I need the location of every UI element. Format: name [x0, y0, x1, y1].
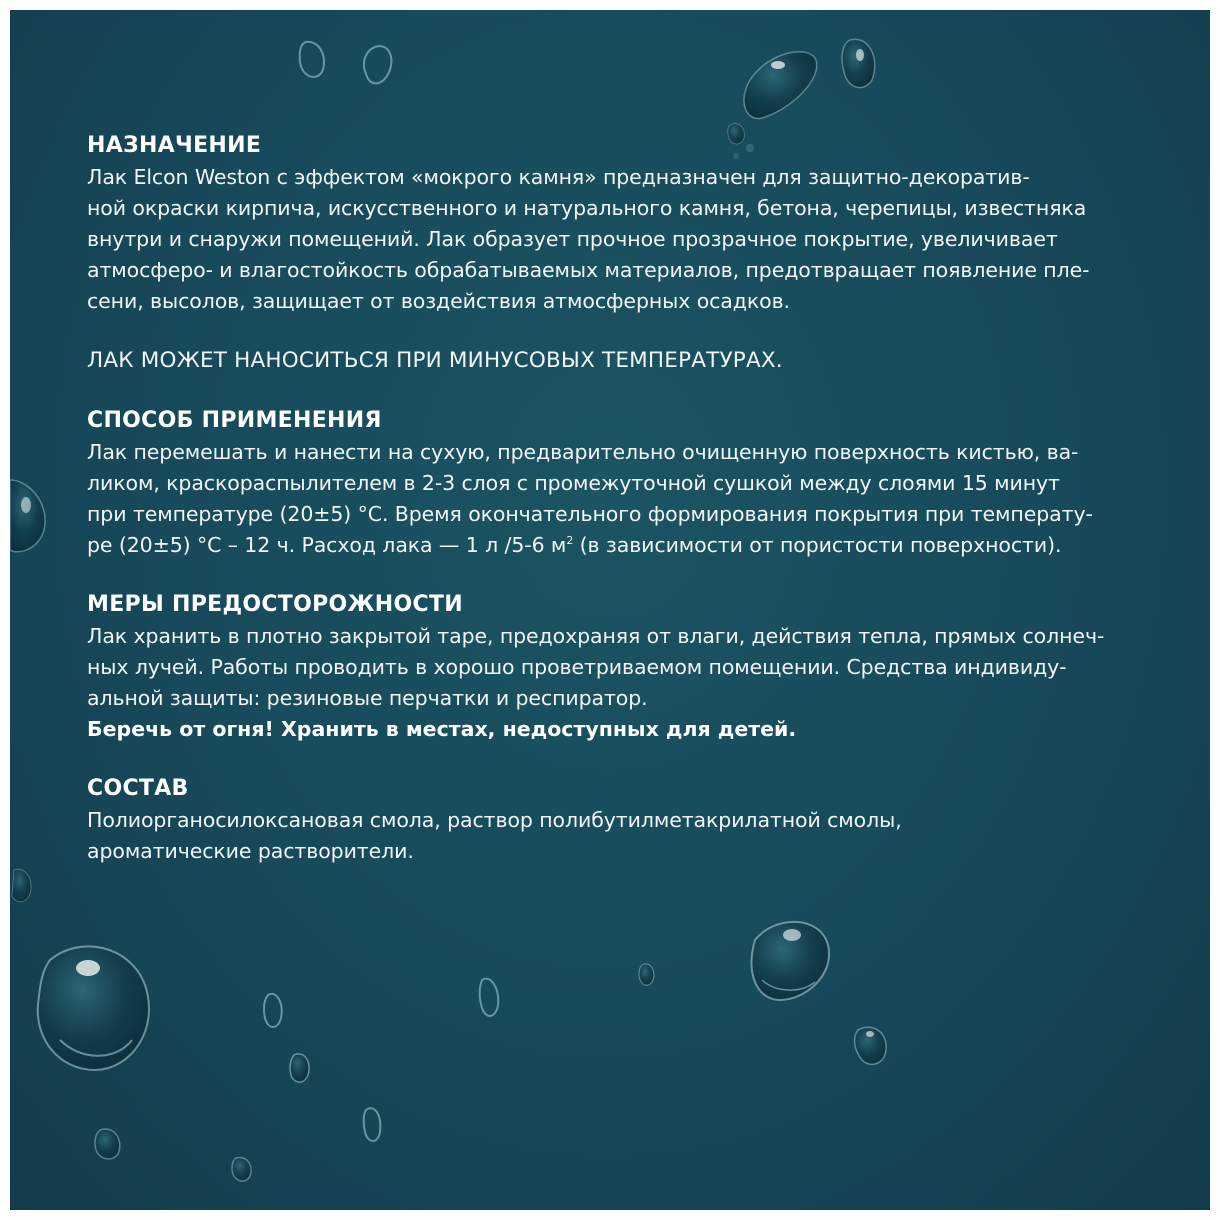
paragraph-line: Лак Elcon Weston с эффектом «мокрого камня» предназначен для защитно-декоратив- — [87, 165, 1030, 189]
paragraph-line: ной окраски кирпича, искусственного и натурального камня, бетона, черепицы, известняка — [87, 196, 1087, 220]
section-composition — [87, 773, 1167, 867]
superscript-two: 2 — [566, 534, 574, 548]
water-drop-icon — [290, 1054, 309, 1082]
water-drop-icon — [10, 480, 45, 552]
paragraph-line: ных лучей. Работы проводить в хорошо проветриваемом помещении. Средства индивиду- — [87, 655, 1067, 679]
water-drop-icon — [12, 869, 31, 901]
section-application — [87, 405, 1167, 561]
water-drop-icon — [855, 1027, 887, 1064]
water-drop-icon — [300, 42, 324, 77]
paragraph-line: ароматические растворители. — [87, 839, 414, 863]
paragraph-line: Лак перемешать и нанести на сухую, предварительно очищенную поверхность кистью, ва- — [87, 440, 1079, 464]
water-drop-icon — [232, 1157, 251, 1181]
consumption-text: ре (20±5) °С – 12 ч. Расход лака — 1 л /5-6 м — [87, 533, 567, 557]
water-drop-icon — [38, 946, 149, 1070]
water-drop-icon — [752, 922, 829, 1000]
water-drop-icon — [95, 1129, 120, 1159]
paragraph-line: внутри и снаружи помещений. Лак образует прочное прозрачное покрытие, увеличивает — [87, 227, 1058, 251]
section-heading: МЕРЫ ПРЕДОСТОРОЖНОСТИ — [87, 592, 463, 617]
section-heading: СПОСОБ ПРИМЕНЕНИЯ — [87, 408, 382, 433]
section-heading: СОСТАВ — [87, 776, 189, 801]
description-content — [87, 130, 1167, 895]
paragraph-line: ликом, краскораспылителем в 2-3 слоя с промежуточной сушкой между слоями 15 минут — [87, 471, 1060, 495]
temperature-note: ЛАК МОЖЕТ НАНОСИТЬСЯ ПРИ МИНУСОВЫХ ТЕМПЕРАТУРАХ. — [87, 348, 783, 373]
consumption-note: (в зависимости от пористости поверхности). — [573, 533, 1062, 557]
paragraph-line: Полиорганосилоксановая смола, раствор полибутилметакрилатной смолы, — [87, 808, 902, 832]
paragraph-line: Лак хранить в плотно закрытой таре, предохраняя от влаги, действия тепла, прямых солнеч- — [87, 624, 1105, 648]
section-purpose — [87, 130, 1167, 317]
water-drop-icon — [364, 1108, 381, 1141]
water-drop-icon — [480, 979, 499, 1016]
water-drop-icon — [744, 52, 817, 119]
water-drop-icon — [264, 994, 282, 1027]
paragraph-line: альной защиты: резиновые перчатки и респиратор. — [87, 686, 648, 710]
paragraph-line — [87, 530, 1167, 561]
water-drop-icon — [639, 964, 654, 985]
section-heading: НАЗНАЧЕНИЕ — [87, 133, 262, 158]
product-info-panel — [10, 10, 1210, 1210]
paragraph-line: при температуре (20±5) °С. Время окончательного формирования покрытия при температу- — [87, 502, 1093, 526]
section-precautions — [87, 589, 1167, 745]
water-drop-icon — [842, 39, 875, 87]
paragraph-line: атмосферо- и влагостойкость обрабатываемых материалов, предотвращает появление пле- — [87, 258, 1090, 282]
water-drop-icon — [364, 46, 392, 83]
paragraph-line: сени, высолов, защищает от воздействия атмосферных осадков. — [87, 289, 790, 313]
fire-warning: Беречь от огня! Хранить в местах, недоступных для детей. — [87, 717, 797, 741]
